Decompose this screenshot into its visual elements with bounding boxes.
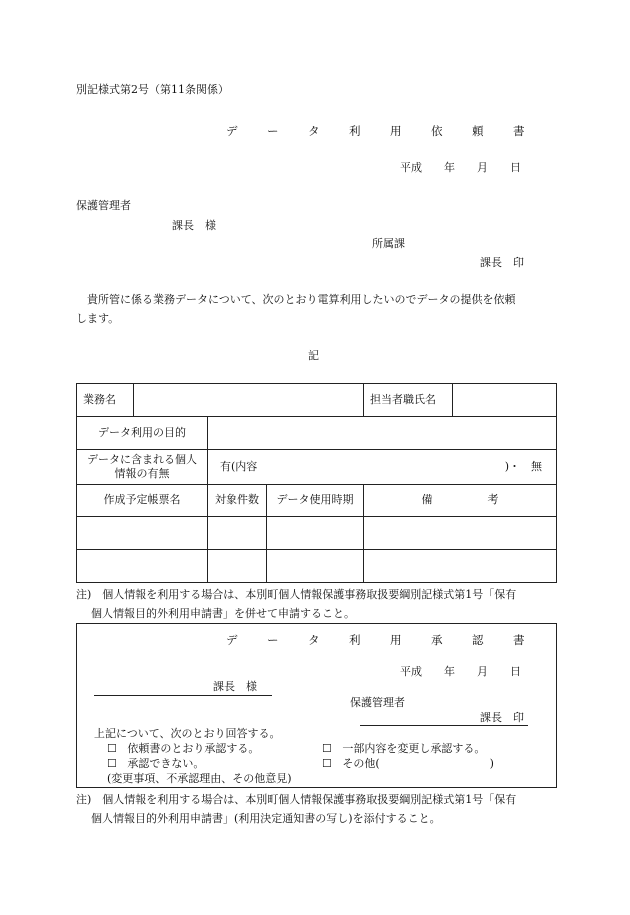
personal-info-label [77,450,208,485]
col-remarks-header: 備 考 [364,485,557,517]
approval-org: 保護管理者 [350,696,405,709]
note-1 [76,585,576,623]
col-ledger-header: 作成予定帳票名 [77,485,208,517]
note-2 [76,790,576,828]
checkbox-icon[interactable]: ☐ [107,757,117,770]
approval-chief-seal: 課長 印 [480,711,524,724]
ki-heading: 記 [308,349,319,362]
note-2-line1: 注) 個人情報を利用する場合は、本別町個人情報保護事務取扱要綱別記様式第1号「保有 [76,793,517,806]
business-name-label: 業務名 [77,384,134,417]
note-2-line2: 個人情報目的外利用申請書」(利用決定通知書の写し)を添付すること。 [91,812,441,825]
business-name-field[interactable] [134,384,364,417]
checkbox-icon[interactable]: ☐ [322,757,332,770]
staff-field[interactable] [453,384,557,417]
checkbox-icon[interactable]: ☐ [107,742,117,755]
option-partial-approve-label: 一部内容を変更し承認する。 [342,742,486,755]
approval-title: デ ー タ 利 用 承 認 書 [226,633,534,647]
addressee-org: 保護管理者 [76,199,131,212]
form-number: 別記様式第2号（第11条関係） [76,83,229,96]
personal-info-label-line1: データに含まれる個人 [87,453,197,466]
remarks-cell[interactable] [364,517,557,550]
option-other[interactable] [322,757,494,771]
option-reject-label: 承認できない。 [127,757,205,770]
option-approve[interactable] [107,742,259,756]
option-reject[interactable] [107,757,204,771]
note-1-line2: 個人情報目的外利用申請書」を併せて申請すること。 [91,607,355,620]
personal-info-no: )・ 無 [504,459,543,473]
count-cell[interactable] [208,550,267,583]
count-cell[interactable] [208,517,267,550]
sender-dept: 所属課 [372,237,405,250]
option-other-label: その他( ) [342,757,494,770]
col-period-header: データ使用時期 [267,485,364,517]
table-row [77,517,557,550]
sender-chief-seal: 課長 印 [480,256,524,269]
period-cell[interactable] [267,517,364,550]
addressee-underline [94,695,272,696]
option-approve-label: 依頼書のとおり承認する。 [127,742,260,755]
col-count-header: 対象件数 [208,485,267,517]
document-title: デ ー タ 利 用 依 頼 書 [226,124,534,138]
checkbox-icon[interactable]: ☐ [322,742,332,755]
date-line: 平成 年 月 日 [400,161,521,174]
request-table [76,383,557,583]
option-partial-approve[interactable] [322,742,485,756]
purpose-label: データ利用の目的 [77,417,208,450]
personal-info-field[interactable] [208,450,557,485]
purpose-field[interactable] [208,417,557,450]
table-row [77,550,557,583]
period-cell[interactable] [267,550,364,583]
body-text-line2: します。 [76,312,120,325]
personal-info-yes: 有(内容 [220,459,258,473]
addressee-honorific: 課長 様 [172,219,216,232]
note-1-line1: 注) 個人情報を利用する場合は、本別町個人情報保護事務取扱要綱別記様式第1号「保有 [76,588,517,601]
approval-intro: 上記について、次のとおり回答する。 [94,727,281,740]
approval-date-line: 平成 年 月 日 [400,665,521,678]
remarks-cell[interactable] [364,550,557,583]
staff-label: 担当者職氏名 [364,384,453,417]
approval-honorific: 課長 様 [213,680,257,693]
personal-info-label-line2: 情報の有無 [114,467,170,480]
body-text-line1: 貴所管に係る業務データについて、次のとおり電算利用したいのでデータの提供を依頼 [76,293,516,306]
approval-remark: (変更事項、不承認理由、その他意見) [107,772,292,785]
ledger-cell[interactable] [77,517,208,550]
ledger-cell[interactable] [77,550,208,583]
